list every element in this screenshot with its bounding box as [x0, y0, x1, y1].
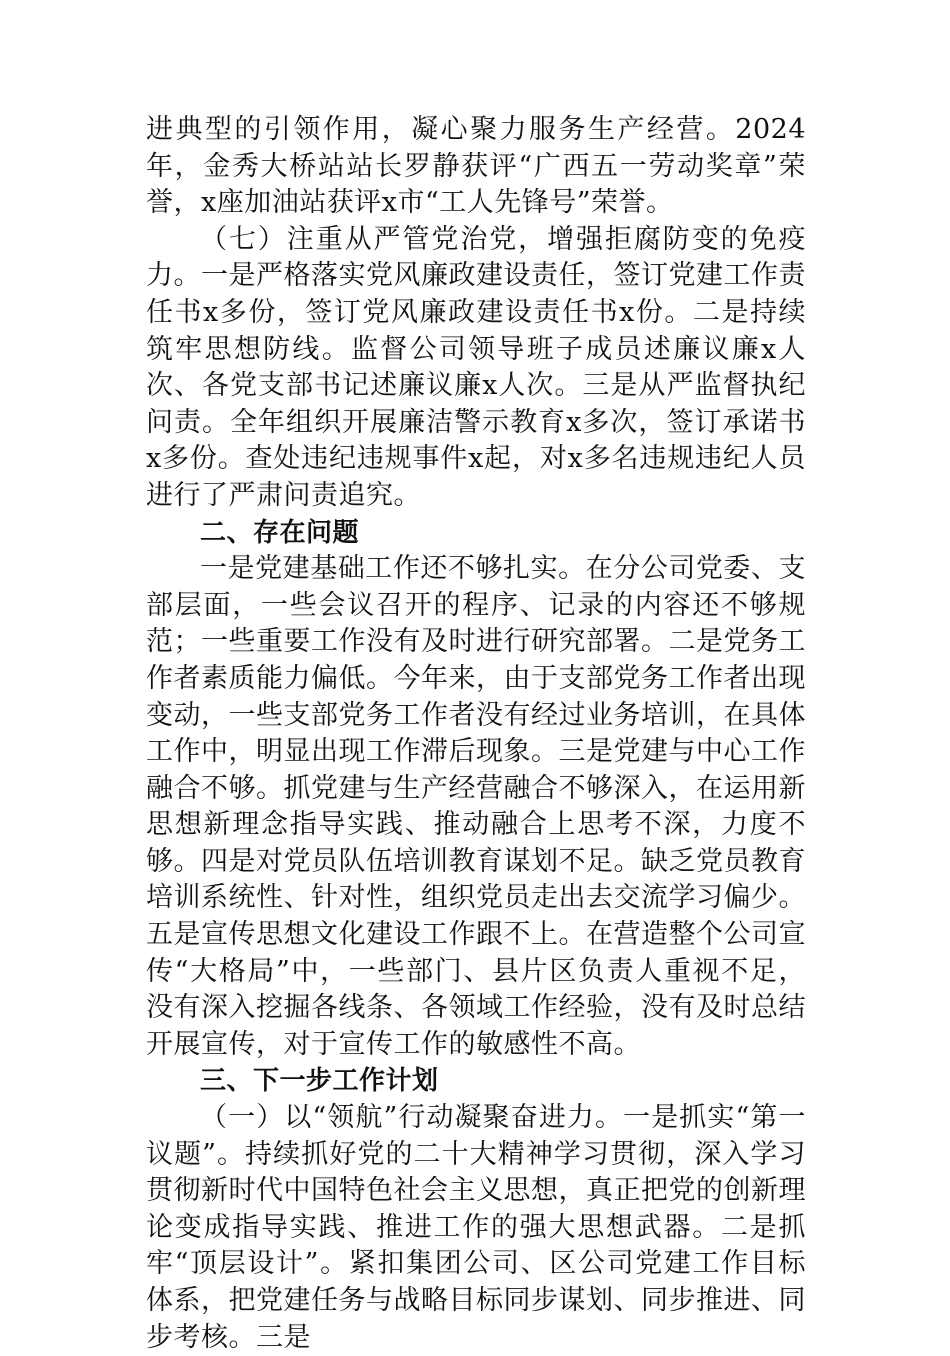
paragraph-continuation: 进典型的引领作用，凝心聚力服务生产经营。2024年，金秀大桥站站长罗静获评“广西五一劳动奖章”荣誉，x座加油站获评x市“工人先锋号”荣誉。: [146, 114, 806, 219]
paragraph-problems: 一是党建基础工作还不够扎实。在分公司党委、支部层面，一些会议召开的程序、记录的内容还不够规范；一些重要工作没有及时进行研究部署。二是党务工作者素质能力偏低。今年来，由于支部党务工作者出现变动，一些支部党务工作者没有经过业务培训，在具体工作中，明显出现工作滞后现象。三是党建与中心工作融合不够。抓党建与生产经营融合不够深入，在运用新思想新理念指导实践、推动融合上思考不深，力度不够。四是对党员队伍培训教育谋划不足。缺乏党员教育培训系统性、针对性，组织党员走出去交流学习偏少。五是宣传思想文化建设工作跟不上。在营造整个公司宣传“大格局”中，一些部门、县片区负责人重视不足，没有深入挖掘各线条、各领域工作经验，没有及时总结开展宣传，对于宣传工作的敏感性不高。: [146, 553, 806, 1060]
document-body: [146, 112, 806, 1356]
paragraph-party-discipline: （七）注重从严管党治党，增强拒腐防变的免疫力。一是严格落实党风廉政建设责任，签订党建工作责任书x多份，签订党风廉政建设责任书x份。二是持续筑牢思想防线。监督公司领导班子成员述廉议廉x人次、各党支部书记述廉议廉x人次。三是从严监督执纪问责。全年组织开展廉洁警示教育x多次，签订承诺书x多份。查处违纪违规事件x起，对x多名违规违纪人员进行了严肃问责追究。: [146, 223, 806, 511]
paragraph-next-steps: （一）以“领航”行动凝聚奋进力。一是抓实“第一议题”。持续抓好党的二十大精神学习贯彻，深入学习贯彻新时代中国特色社会主义思想，真正把党的创新理论变成指导实践、推进工作的强大思想武器。二是抓牢“顶层设计”。紧扣集团公司、区公司党建工作目标体系，把党建任务与战略目标同步谋划、同步推进、同步考核。三是: [146, 1102, 806, 1353]
section-heading-problems: 二、存在问题: [200, 517, 360, 548]
section-heading-next-steps: 三、下一步工作计划: [200, 1066, 439, 1097]
